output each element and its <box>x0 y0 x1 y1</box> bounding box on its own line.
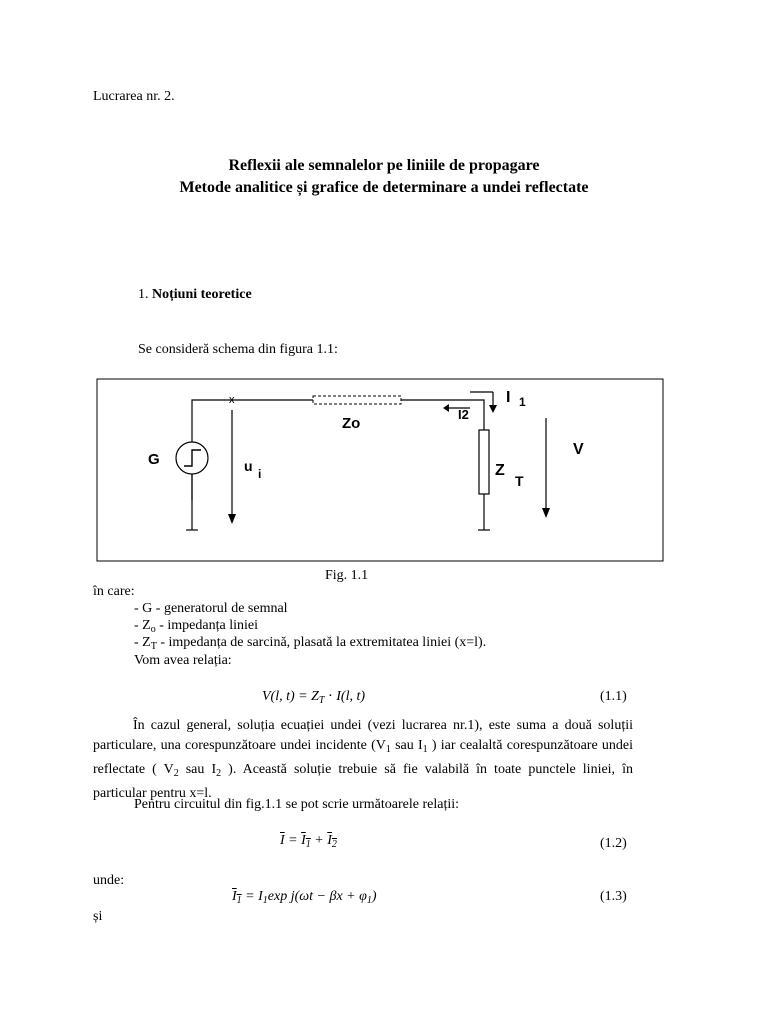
line-impedance <box>313 396 401 404</box>
list-item-zo: - $Z_o$ - impedanța liniei <box>134 618 258 635</box>
equation-1-2: $\overline{I} = I_1 + I_2$ <box>280 833 337 850</box>
title-line-2: Metode analitice și grafice de determinare a undei reflectate <box>179 179 589 196</box>
list-item-g: - G - generatorul de semnal <box>134 601 288 616</box>
label-g: G <box>148 451 160 468</box>
label-u-sub: i <box>258 467 262 481</box>
equation-number-1-2: (1.2) <box>600 836 627 851</box>
label-zo: Zo <box>342 415 361 432</box>
paragraph-general-solution: În cazul general, soluția ecuației undei (vezi lucrarea nr.1), este suma a două soluții particulare, una corespunzătoare undei incidente ($V_1$ sau $I_1$ ) iar cealaltă corespunzătoare undei reflectate ( $V_2$ sau $I_2$ ). Această soluție trebuie să fie valabilă în toate punctele liniei, în particular pentru x=l. <box>93 718 634 801</box>
section-number: 1. <box>138 287 149 302</box>
intro-text: Se consideră schema din figura 1.1: <box>138 342 338 357</box>
label-x: x <box>229 394 235 406</box>
label-z: Z <box>495 462 505 479</box>
si-label: și <box>93 909 103 924</box>
relation-intro: Vom avea relația: <box>134 653 232 668</box>
label-i1-sub: 1 <box>519 395 526 409</box>
label-u: u <box>244 458 253 474</box>
list-intro: în care: <box>93 584 135 599</box>
title-line-1: Reflexii ale semnalelor pe liniile de propagare <box>228 157 540 174</box>
label-v: V <box>573 441 584 458</box>
unde-label: unde: <box>93 873 125 888</box>
right-wire <box>401 400 484 430</box>
label-i2: I2 <box>458 407 469 422</box>
figure-caption: Fig. 1.1 <box>325 568 369 583</box>
lab-number: Lucrarea nr. 2. <box>93 89 175 104</box>
list-item-zt: - $Z_T$ - impedanța de sarcină, plasată la extremitatea liniei (x=l). <box>134 635 487 652</box>
label-z-sub: T <box>515 473 524 489</box>
load-resistor <box>479 430 489 494</box>
equation-1-1: V(l, $t) = Z_T \cdot I(l$, t) <box>262 689 366 706</box>
equation-number-1-1: (1.1) <box>600 689 627 704</box>
paragraph-relations: Pentru circuitul din fig.1.1 se pot scrie următoarele relații: <box>134 797 460 812</box>
section-title: Noțiuni teoretice <box>152 287 252 302</box>
equation-number-1-3: (1.3) <box>600 889 627 904</box>
equation-1-3: $I_1 = I_1\exp$ $j(\omega t - \beta x + \varphi_1)$ <box>232 889 377 906</box>
label-i1: I <box>506 389 511 406</box>
left-wire <box>192 400 313 500</box>
